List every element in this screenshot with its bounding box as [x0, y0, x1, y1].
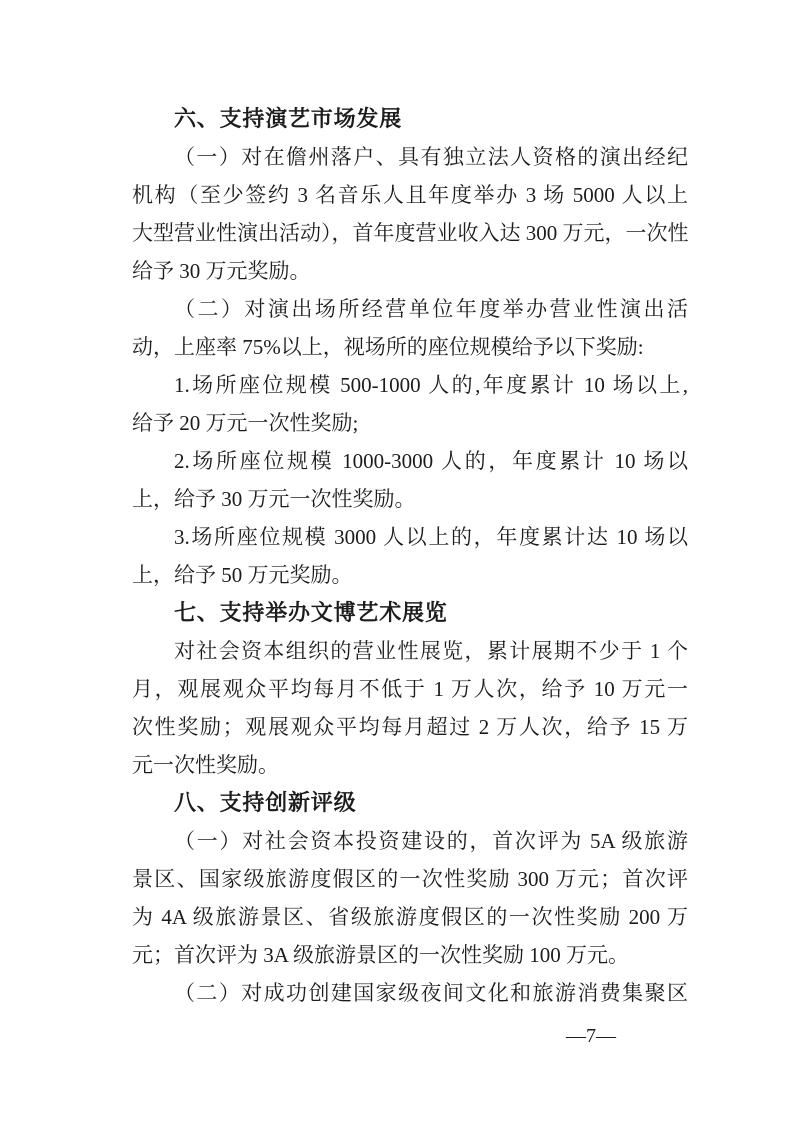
- text-line: 八、支持创新评级: [174, 790, 357, 815]
- text-line: （二）对演出场所经营单位年度举办营业性演出活: [174, 297, 688, 321]
- body-paragraph: [132, 442, 688, 518]
- body-paragraph: [132, 290, 688, 366]
- section-heading: [132, 594, 688, 632]
- text-line: 元一次性奖励。: [132, 753, 279, 777]
- text-line: 动，上座率 75%以上，视场所的座位规模给予以下奖励:: [132, 335, 644, 359]
- body-paragraph: [132, 518, 688, 594]
- text-line: （二）对成功创建国家级夜间文化和旅游消费集聚区: [174, 981, 688, 1005]
- text-line: 3.场所座位规模 3000 人以上的，年度累计达 10 场以: [174, 525, 688, 549]
- text-line: 元；首次评为 3A 级旅游景区的一次性奖励 100 万元。: [132, 943, 630, 967]
- body-paragraph: [132, 974, 688, 1012]
- text-line: （一）对社会资本投资建设的，首次评为 5A 级旅游: [174, 829, 688, 853]
- text-line: 2.场所座位规模 1000-3000 人的，年度累计 10 场以: [174, 449, 688, 473]
- document-body: [132, 100, 688, 1012]
- text-line: 月，观展观众平均每月不低于 1 万人次，给予 10 万元一: [132, 677, 688, 701]
- text-line: 给予 30 万元奖励。: [132, 259, 311, 283]
- text-line: 大型营业性演出活动），首年度营业收入达 300 万元，一次性: [132, 221, 689, 245]
- body-paragraph: [132, 138, 688, 290]
- body-paragraph: [132, 366, 688, 442]
- text-line: 给予 20 万元一次性奖励;: [132, 411, 359, 435]
- text-line: 次性奖励；观展观众平均每月超过 2 万人次，给予 15 万: [132, 715, 688, 739]
- page-number: —7—: [566, 1025, 616, 1047]
- text-line: （一）对在儋州落户、具有独立法人资格的演出经纪: [174, 145, 688, 169]
- text-line: 对社会资本组织的营业性展览，累计展期不少于 1 个: [174, 639, 688, 663]
- body-paragraph: [132, 822, 688, 974]
- text-line: 为 4A 级旅游景区、省级旅游度假区的一次性奖励 200 万: [132, 905, 688, 929]
- text-line: 七、支持举办文博艺术展览: [174, 600, 448, 625]
- text-line: 1.场所座位规模 500-1000 人的,年度累计 10 场以上,: [174, 373, 688, 397]
- section-heading: [132, 784, 688, 822]
- body-paragraph: [132, 632, 688, 784]
- text-line: 机构（至少签约 3 名音乐人且年度举办 3 场 5000 人以上: [132, 183, 688, 207]
- text-line: 上，给予 50 万元奖励。: [132, 563, 353, 587]
- text-line: 景区、国家级旅游度假区的一次性奖励 300 万元；首次评: [132, 867, 688, 891]
- text-line: 上，给予 30 万元一次性奖励。: [132, 487, 416, 511]
- section-heading: [132, 100, 688, 138]
- text-line: 六、支持演艺市场发展: [174, 106, 403, 131]
